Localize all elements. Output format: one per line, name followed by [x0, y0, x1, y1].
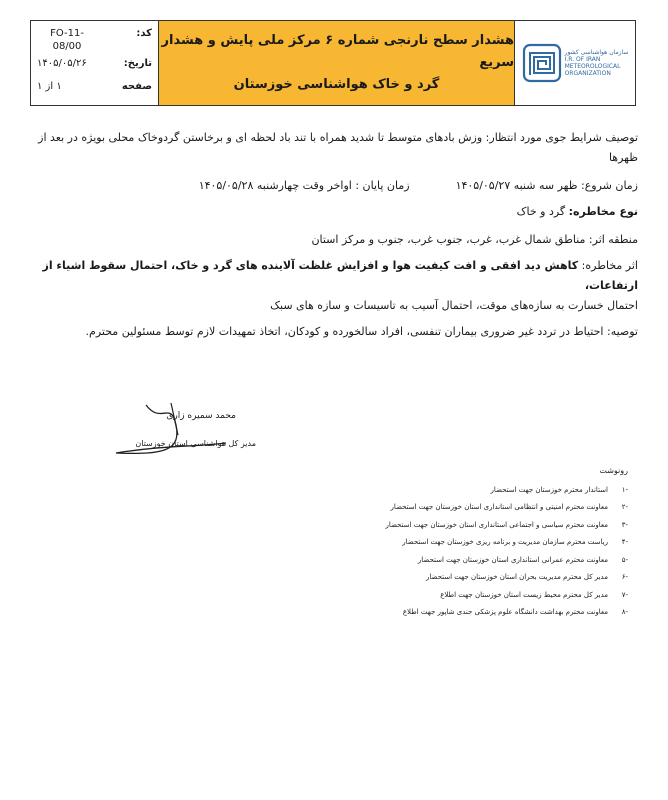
- cc-item-text: مدیر کل محترم مدیریت بحران استان خوزستان جهت استحضار: [426, 573, 608, 581]
- hazard-type-label: نوع مخاطره:: [568, 205, 638, 218]
- logo-en-line3: ORGANIZATION: [564, 70, 611, 77]
- handwritten-signature-icon: [76, 395, 256, 465]
- start-time: زمان شروع: ظهر سه شنبه ۱۴۰۵/۰۵/۲۷: [455, 179, 638, 192]
- advice-text: احتیاط در تردد غیر ضروری بیماران تنفسی، افراد سالخورده و کودکان، اتخاذ تمهیدات لازم توسط مسئولین محترم.: [85, 325, 604, 338]
- list-item: [68, 482, 628, 500]
- page-label: صفحه: [121, 81, 152, 92]
- cc-item-text: معاونت محترم امنیتی و انتظامی استانداری استان خوزستان جهت استحضار: [390, 503, 608, 511]
- effect-bold-text: کاهش دید افقی و افت کیفیت هوا و افزایش غلظت آلاینده های گرد و خاک، احتمال سقوط اشیاء از ارتفاعات،: [42, 259, 638, 292]
- signature-block: [76, 395, 256, 465]
- hazard-type: [34, 202, 638, 222]
- list-item: [68, 517, 628, 535]
- cc-list: [68, 462, 628, 622]
- cc-item-number: -۵: [621, 555, 628, 564]
- cc-item-text: معاونت محترم سیاسی و اجتماعی استانداری استان خوزستان جهت استحضار: [385, 520, 608, 529]
- list-item: [68, 552, 628, 570]
- cc-item-text: معاونت محترم بهداشت دانشگاه علوم پزشکی جندی شاپور جهت اطلاع: [402, 608, 608, 616]
- document-code-box: [31, 21, 159, 105]
- date-label: تاریخ:: [123, 58, 152, 69]
- alert-body: [34, 128, 638, 346]
- cc-item-text: ریاست محترم سازمان مدیریت و برنامه ریزی خوزستان جهت استحضار: [402, 538, 608, 546]
- cc-item-number: -۷: [621, 590, 628, 599]
- logo-text: [565, 49, 629, 77]
- effect-line2: احتمال خسارت به سازه‌های موقت، احتمال آسیب به تاسیسات و سازه های سبک: [270, 299, 638, 312]
- signatory-title: مدیر کل هواشناسی استان خوزستان: [135, 439, 256, 448]
- date-value: ۱۴۰۵/۰۵/۲۶: [37, 58, 87, 69]
- code-label: کد:: [136, 28, 152, 39]
- alert-title-box: [159, 21, 515, 105]
- advice-label: توصیه:: [606, 325, 638, 338]
- time-row: [34, 176, 638, 196]
- cc-item-number: -۲: [621, 503, 628, 511]
- meteorological-logo-icon: [522, 43, 562, 83]
- code-row: [37, 27, 152, 53]
- code-value: FO-11-08/00: [50, 28, 84, 52]
- cc-title: رونوشت: [599, 466, 628, 475]
- alert-title-line2: گرد و خاک هواشناسی خوزستان: [233, 77, 440, 92]
- cc-item-text: استاندار محترم خوزستان جهت استحضار: [490, 485, 608, 494]
- hazard-type-value: گرد و خاک: [516, 205, 566, 218]
- list-item: [68, 499, 628, 517]
- signatory-name: محمد سمیره زاری: [166, 411, 236, 421]
- alert-title-line1: هشدار سطح نارنجی شماره ۶ مرکز ملی پایش و هشدار سریع: [161, 33, 514, 70]
- logo-en-line2: METEOROLOGICAL: [564, 63, 621, 70]
- advice: [34, 322, 638, 342]
- page-row: [37, 80, 152, 93]
- list-item: [68, 604, 628, 622]
- cc-item-number: -۳: [621, 520, 628, 529]
- list-item: [68, 587, 628, 605]
- cc-item-number: -۸: [621, 608, 628, 616]
- cc-item-number: -۱: [621, 485, 628, 494]
- hazard-effect: [34, 256, 638, 296]
- logo-fa-text: سازمان هواشناسی کشور: [564, 49, 629, 56]
- cc-item-number: -۴: [621, 538, 628, 546]
- document-header: [30, 20, 636, 106]
- weather-description: توصیف شرایط جوی مورد انتظار: وزش بادهای متوسط تا شدید همراه با تند باد لحظه ای و برخاستن گردوخاک محلی بویژه در بعد از ظهرها: [38, 131, 638, 164]
- logo-en-line1: I.R. OF IRAN: [564, 56, 601, 63]
- list-item: [68, 569, 628, 587]
- page-value: ۱ از ۱: [37, 81, 62, 92]
- end-time: زمان پایان : اواخر وقت چهارشنبه ۱۴۰۵/۰۵/۲۸: [198, 179, 410, 192]
- organization-logo: [515, 21, 635, 105]
- effect-label: اثر مخاطره:: [581, 259, 638, 272]
- date-row: [37, 57, 152, 70]
- cc-item-text: مدیر کل محترم محیط زیست استان خوزستان جهت اطلاع: [440, 590, 608, 599]
- cc-item-number: -۶: [621, 573, 628, 581]
- cc-item-text: معاونت محترم عمرانی استانداری استان خوزستان جهت استحضار: [417, 555, 608, 564]
- affected-area: منطقه اثر: مناطق شمال غرب، غرب، جنوب غرب، جنوب و مرکز استان: [311, 233, 638, 246]
- list-item: [68, 534, 628, 552]
